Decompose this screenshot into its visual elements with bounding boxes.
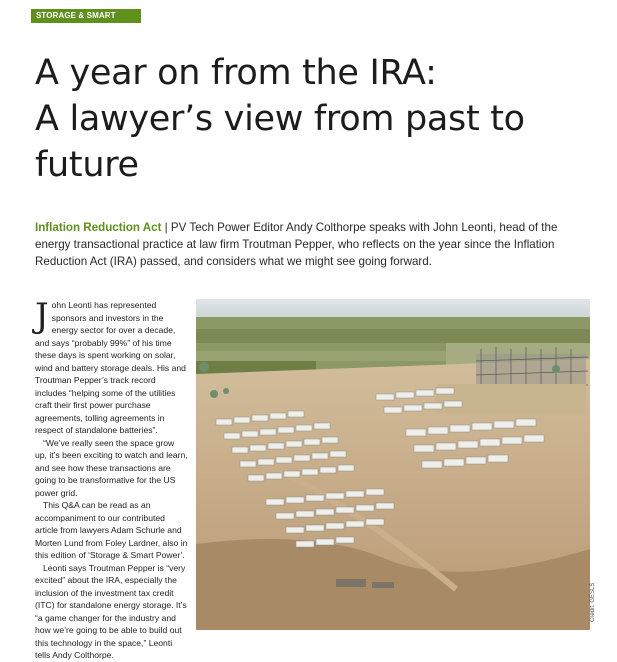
- body-paragraph-2: “We’ve really seen the space grow up, it’s been exciting to watch and learn, and see how these transactions are going to be transformative for the US power grid.: [35, 437, 188, 498]
- headline-line-3: future: [35, 145, 139, 185]
- article-body-column: [35, 296, 188, 662]
- section-tag: STORAGE & SMART POWER: [31, 9, 141, 23]
- standfirst-text: PV Tech Power Editor Andy Colthorpe speaks with John Leonti, head of the energy transactional practice at law firm Troutman Pepper, who reflects on the year since the Inflation Reduction Act (IRA) passed, and considers what we might see going forward.: [35, 221, 558, 268]
- headline-line-2: A lawyer’s view from past to: [35, 99, 525, 139]
- body-paragraph-4: Leonti says Troutman Pepper is “very excited” about the IRA, especially the inclusion of the investment tax credit (ITC) for standalone energy storage. It’s “a game changer for the industry and how we’re going to be able to build out this technology in the space,” Leonti tells Andy Colthorpe.: [35, 562, 187, 660]
- article-headline: [35, 50, 595, 188]
- standfirst-kicker: Inflation Reduction Act: [35, 221, 162, 234]
- body-paragraph-1-text: ohn Leonti has represented sponsors and investors in the energy sector for over a decade, and says “probably 99%” of his time these days is spent working on solar, wind and battery storage deals. His and Troutman Pepper’s track record includes “helping some of the utilities craft their first power purchase agreements, tolling agreements in respect of standalone batteries”.: [35, 300, 186, 435]
- article-standfirst: [35, 219, 595, 270]
- aerial-photo-illustration: [196, 299, 590, 630]
- body-paragraph-3: This Q&A can be read as an accompaniment to our contributed article from lawyers Adam Schurle and Morten Lund from Foley Lardner, also in this edition of ‘Storage & Smart Power’.: [35, 500, 188, 560]
- battery-storage-site-photo: [196, 299, 590, 630]
- standfirst-separator: |: [161, 221, 171, 234]
- drop-cap: J: [35, 296, 49, 336]
- body-paragraph-1: [35, 296, 188, 437]
- photo-credit: Credit: GESLS: [590, 582, 596, 622]
- headline-line-1: A year on from the IRA:: [35, 53, 437, 93]
